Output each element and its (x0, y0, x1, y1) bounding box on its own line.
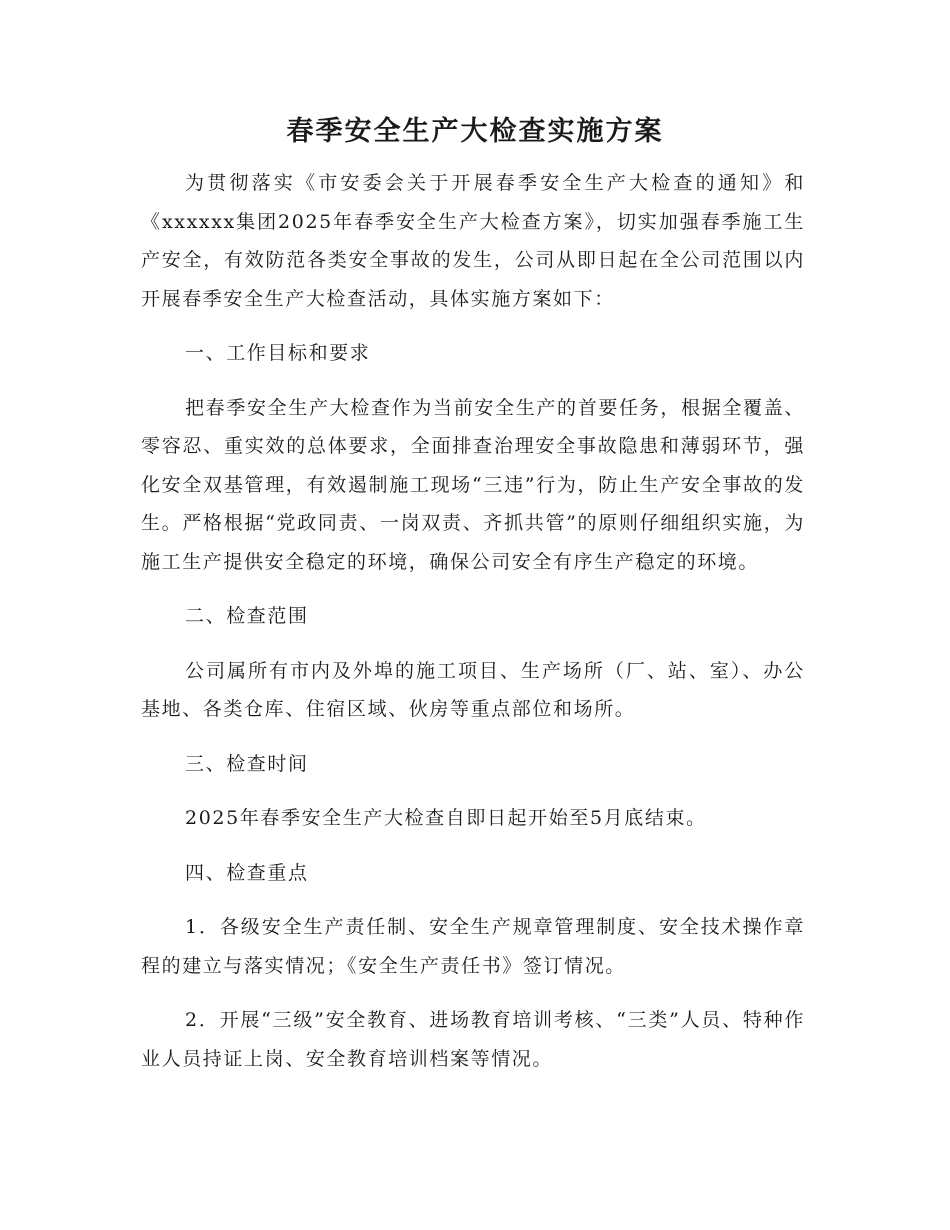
intro-paragraph: 为贯彻落实《市安委会关于开展春季安全生产大检查的通知》和《xxxxxx集团2025年春季安全生产大检查方案》，切实加强春季施工生产安全，有效防范各类安全事故的发生，公司从即日起在全公司范围以内开展春季安全生产大检查活动，具体实施方案如下： (141, 172, 805, 310)
section-heading-time: 三、检查时间 (185, 752, 309, 775)
section-heading-scope: 二、检查范围 (185, 605, 309, 627)
section-body-scope: 公司属所有市内及外埠的施工项目、生产场所（厂、站、室）、办公基地、各类仓库、住宿区域、伙房等重点部位和场所。 (141, 659, 805, 720)
document-body (141, 164, 805, 1078)
section-body-time: 2025年春季安全生产大检查自即日起开始至5月底结束。 (185, 807, 707, 829)
list-item: 2．开展“三级”安全教育、进场教育培训考核、“三类”人员、特种作业人员持证上岗、安全教育培训档案等情况。 (141, 1009, 805, 1070)
section-body-goals: 把春季安全生产大检查作为当前安全生产的首要任务，根据全覆盖、零容忍、重实效的总体要求，全面排查治理安全事故隐患和薄弱环节，强化安全双基管理，有效遏制施工现场“三违”行为，防止生产安全事故的发生。严格根据“党政同责、一岗双责、齐抓共管”的原则仔细组织实施，为施工生产提供安全稳定的环境，确保公司安全有序生产稳定的环境。 (141, 396, 805, 573)
document-title: 春季安全生产大检查实施方案 (286, 116, 664, 147)
section-heading-focus: 四、检查重点 (185, 861, 309, 884)
list-item: 1．各级安全生产责任制、安全生产规章管理制度、安全技术操作章程的建立与落实情况；《安全生产责任书》签订情况。 (141, 916, 805, 977)
section-heading-goals: 一、工作目标和要求 (185, 342, 371, 364)
